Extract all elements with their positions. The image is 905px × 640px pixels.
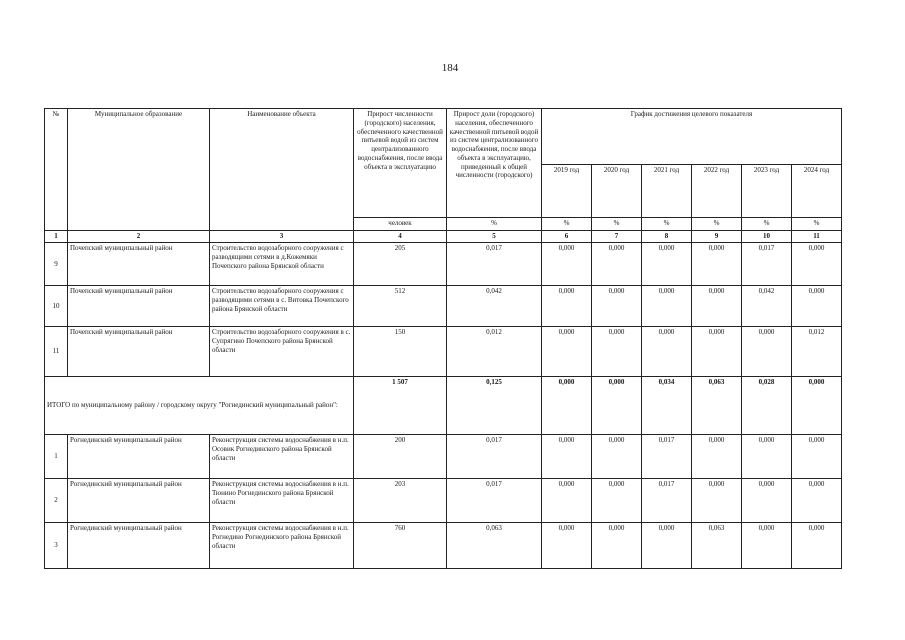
colnum-1: 1 bbox=[45, 231, 68, 243]
value-2020: 0,000 bbox=[592, 523, 642, 569]
header-schedule: График достижения целевого показателя bbox=[542, 109, 842, 165]
value-2024: 0,000 bbox=[792, 523, 842, 569]
colnum-3: 3 bbox=[210, 231, 354, 243]
water-supply-table bbox=[44, 108, 842, 569]
row-number: 3 bbox=[45, 523, 68, 569]
people-cell: 205 bbox=[354, 243, 447, 286]
municipality-cell: Почепский муниципальный район bbox=[68, 243, 210, 286]
people-cell: 512 bbox=[354, 286, 447, 327]
header-year-2022: 2022 год bbox=[692, 165, 742, 218]
value-2021: 0,000 bbox=[642, 286, 692, 327]
object-cell: Реконструкция системы водоснабжения в н.п. Рогнедино Рогнединского района Брянской области bbox=[210, 523, 354, 569]
unit-pct: % bbox=[692, 218, 742, 231]
value-2020: 0,000 bbox=[592, 286, 642, 327]
value-2019: 0,000 bbox=[542, 523, 592, 569]
value-2023: 0,000 bbox=[742, 523, 792, 569]
header-year-2023: 2023 год bbox=[742, 165, 792, 218]
total-2023: 0,028 bbox=[742, 377, 792, 435]
total-2024: 0,000 bbox=[792, 377, 842, 435]
value-2022: 0,000 bbox=[692, 327, 742, 377]
table-row bbox=[45, 435, 842, 479]
municipality-cell: Почепский муниципальный район bbox=[68, 286, 210, 327]
value-2021: 0,000 bbox=[642, 243, 692, 286]
value-2019: 0,000 bbox=[542, 286, 592, 327]
total-2020: 0,000 bbox=[592, 377, 642, 435]
total-share: 0,125 bbox=[447, 377, 542, 435]
total-2022: 0,063 bbox=[692, 377, 742, 435]
colnum-9: 9 bbox=[692, 231, 742, 243]
colnum-6: 6 bbox=[542, 231, 592, 243]
value-2022: 0,000 bbox=[692, 479, 742, 523]
colnum-8: 8 bbox=[642, 231, 692, 243]
colnum-4: 4 bbox=[354, 231, 447, 243]
colnum-5: 5 bbox=[447, 231, 542, 243]
municipality-cell: Рогнединский муниципальный район bbox=[68, 435, 210, 479]
value-2023: 0,000 bbox=[742, 435, 792, 479]
value-2023: 0,000 bbox=[742, 479, 792, 523]
share-cell: 0,017 bbox=[447, 243, 542, 286]
object-cell: Реконструкция системы водоснабжения в н.п. Тюнино Рогнединского района Брянской области bbox=[210, 479, 354, 523]
unit-pct: % bbox=[592, 218, 642, 231]
value-2021: 0,000 bbox=[642, 327, 692, 377]
header-municipality: Муниципальное образование bbox=[68, 109, 210, 231]
total-row bbox=[45, 377, 842, 435]
unit-pct: % bbox=[542, 218, 592, 231]
value-2019: 0,000 bbox=[542, 479, 592, 523]
table-row bbox=[45, 286, 842, 327]
value-2024: 0,000 bbox=[792, 479, 842, 523]
total-2021: 0,034 bbox=[642, 377, 692, 435]
people-cell: 150 bbox=[354, 327, 447, 377]
value-2022: 0,000 bbox=[692, 243, 742, 286]
value-2020: 0,000 bbox=[592, 435, 642, 479]
object-cell: Строительство водозаборного сооружения с разводящими сетями в с. Витовка Почепского района Брянской области bbox=[210, 286, 354, 327]
table-row bbox=[45, 327, 842, 377]
people-cell: 203 bbox=[354, 479, 447, 523]
header-year-2019: 2019 год bbox=[542, 165, 592, 218]
value-2022: 0,063 bbox=[692, 523, 742, 569]
unit-pct: % bbox=[792, 218, 842, 231]
total-2019: 0,000 bbox=[542, 377, 592, 435]
value-2019: 0,000 bbox=[542, 435, 592, 479]
share-cell: 0,042 bbox=[447, 286, 542, 327]
share-cell: 0,063 bbox=[447, 523, 542, 569]
value-2023: 0,042 bbox=[742, 286, 792, 327]
row-number: 11 bbox=[45, 327, 68, 377]
table-row bbox=[45, 243, 842, 286]
table-row bbox=[45, 479, 842, 523]
total-label: ИТОГО по муниципальному району / городскому округу "Рогнединский муниципальный район": bbox=[45, 377, 354, 435]
colnum-2: 2 bbox=[68, 231, 210, 243]
object-cell: Строительство водозаборного сооружения в с. Супрягино Почепского района Брянской области bbox=[210, 327, 354, 377]
colnum-11: 11 bbox=[792, 231, 842, 243]
value-2021: 0,000 bbox=[642, 523, 692, 569]
share-cell: 0,017 bbox=[447, 435, 542, 479]
value-2024: 0,000 bbox=[792, 243, 842, 286]
page-number: 184 bbox=[441, 62, 459, 74]
row-number: 1 bbox=[45, 435, 68, 479]
colnum-7: 7 bbox=[592, 231, 642, 243]
value-2020: 0,000 bbox=[592, 479, 642, 523]
value-2020: 0,000 bbox=[592, 327, 642, 377]
unit-people: человек bbox=[354, 218, 447, 231]
table-row bbox=[45, 523, 842, 569]
header-no: № bbox=[45, 109, 68, 231]
unit-pct: % bbox=[742, 218, 792, 231]
object-cell: Реконструкция системы водоснабжения в н.п. Осовик Рогнединского района Брянской области bbox=[210, 435, 354, 479]
row-number: 9 bbox=[45, 243, 68, 286]
value-2021: 0,017 bbox=[642, 479, 692, 523]
header-year-2024: 2024 год bbox=[792, 165, 842, 218]
share-cell: 0,012 bbox=[447, 327, 542, 377]
value-2022: 0,000 bbox=[692, 435, 742, 479]
header-growth-share: Прирост доли (городского) населения, обеспеченного качественной питьевой водой из систем централизованного водоснабжения, после ввода объекта в эксплуатацию, приведенный к общей численности (городского) bbox=[447, 109, 542, 218]
row-number: 2 bbox=[45, 479, 68, 523]
unit-pct: % bbox=[447, 218, 542, 231]
column-numbers-row bbox=[45, 231, 842, 243]
value-2022: 0,000 bbox=[692, 286, 742, 327]
colnum-10: 10 bbox=[742, 231, 792, 243]
municipality-cell: Рогнединский муниципальный район bbox=[68, 479, 210, 523]
people-cell: 200 bbox=[354, 435, 447, 479]
unit-pct: % bbox=[642, 218, 692, 231]
header-growth-population: Прирост численности (городского) населения, обеспеченного качественной питьевой водой из систем централизованного водоснабжения, после ввода объекта в эксплуатацию bbox=[354, 109, 447, 218]
value-2019: 0,000 bbox=[542, 243, 592, 286]
value-2023: 0,000 bbox=[742, 327, 792, 377]
value-2024: 0,000 bbox=[792, 286, 842, 327]
row-number: 10 bbox=[45, 286, 68, 327]
municipality-cell: Рогнединский муниципальный район bbox=[68, 523, 210, 569]
people-cell: 760 bbox=[354, 523, 447, 569]
header-year-2021: 2021 год bbox=[642, 165, 692, 218]
object-cell: Строительство водозаборного сооружения с разводящими сетями в д.Кожемяки Почепского района Брянской области bbox=[210, 243, 354, 286]
total-people: 1 507 bbox=[354, 377, 447, 435]
value-2024: 0,012 bbox=[792, 327, 842, 377]
municipality-cell: Почепский муниципальный район bbox=[68, 327, 210, 377]
value-2021: 0,017 bbox=[642, 435, 692, 479]
header-year-2020: 2020 год bbox=[592, 165, 642, 218]
share-cell: 0,017 bbox=[447, 479, 542, 523]
value-2020: 0,000 bbox=[592, 243, 642, 286]
value-2023: 0,017 bbox=[742, 243, 792, 286]
value-2024: 0,000 bbox=[792, 435, 842, 479]
header-row-1 bbox=[45, 109, 842, 165]
header-object: Наименование объекта bbox=[210, 109, 354, 231]
value-2019: 0,000 bbox=[542, 327, 592, 377]
